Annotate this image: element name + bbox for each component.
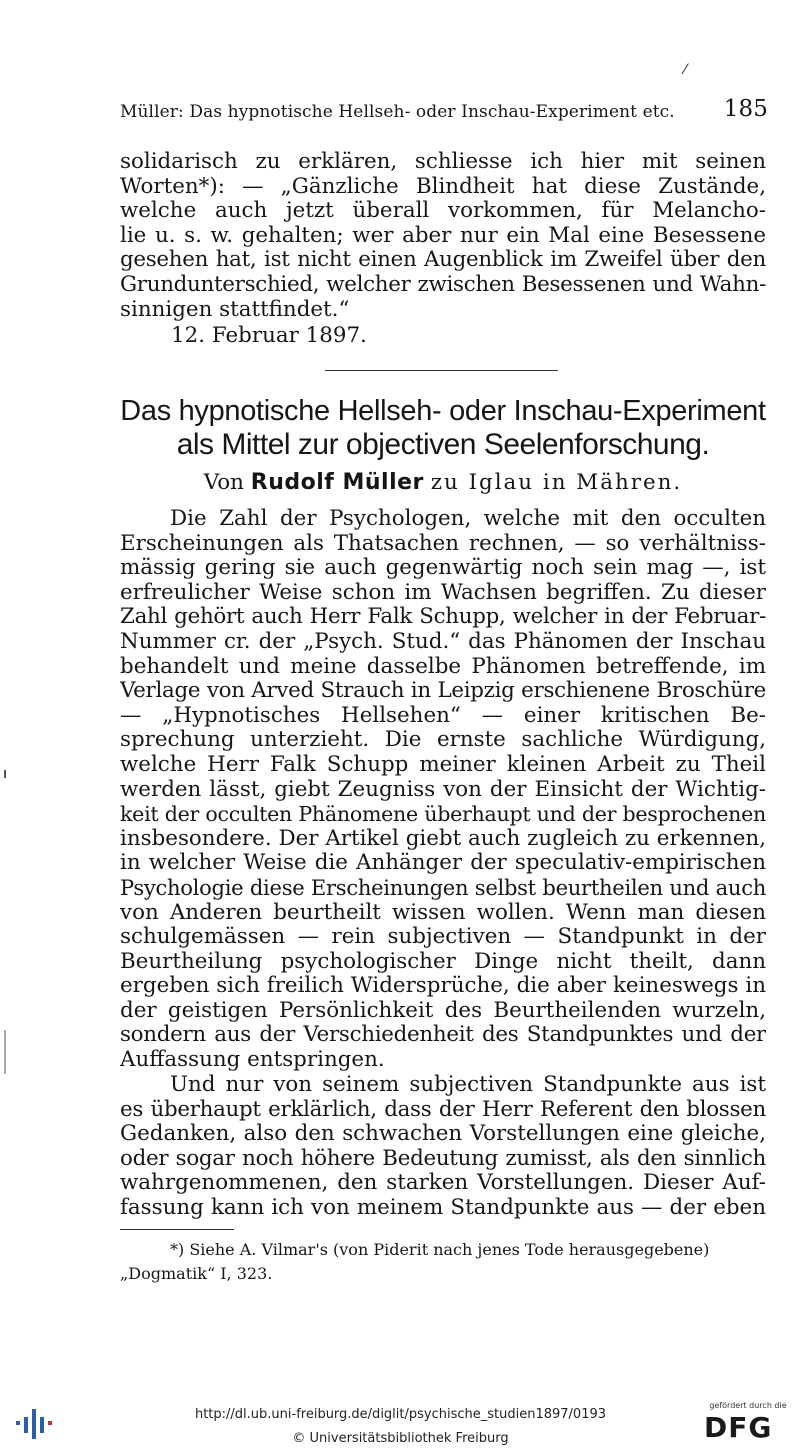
article-title-line-1: Das hypnotische Hellseh- oder Inschau-Experiment: [120, 395, 766, 427]
running-title: Müller: Das hypnotische Hellseh- oder Inschau-Experiment etc.: [120, 102, 675, 122]
text-line: Und nur von seinem subjectiven Standpunkte aus ist: [170, 1073, 766, 1097]
text-line: werden lässt, giebt Zeugniss von der Einsicht der Wichtig-: [120, 777, 766, 802]
text-line: welche auch jetzt überall vorkommen, für Melancho-: [120, 199, 766, 224]
paragraph-2: [120, 1073, 766, 1221]
text-line: sprechung unterzieht. Die ernste sachliche Würdigung,: [120, 728, 766, 753]
section-divider: [325, 370, 558, 371]
text-line: schulgemässen — rein subjectiven — Standpunkt in der: [120, 925, 766, 950]
text-line: Gedanken, also den schwachen Vorstellungen eine gleiche,: [120, 1122, 766, 1147]
copyright-notice: © Universitätsbibliothek Freiburg: [292, 1431, 509, 1446]
footnote-line: „Dogmatik“ I, 323.: [120, 1264, 273, 1283]
footnote: [120, 1238, 766, 1286]
article-title-line-2: als Mittel zur objectiven Seelenforschung.: [176, 428, 710, 461]
text-line: in welcher Weise die Anhänger der speculativ-empirischen: [120, 851, 766, 876]
viewer-footer: [0, 1393, 801, 1451]
text-line: Verlage von Arved Strauch in Leipzig erschienene Broschüre: [120, 679, 766, 704]
text-line: Psychologie diese Erscheinungen selbst beurtheilen und auch: [120, 875, 766, 900]
text-line: behandelt und meine dasselbe Phänomen betreffende, im: [120, 654, 766, 679]
text-line: von Anderen beurtheilt wissen wollen. Wenn man diesen: [120, 900, 766, 925]
article-date: 12. Februar 1897.: [171, 323, 367, 348]
text-line: Zahl gehört auch Herr Falk Schupp, welcher in der Februar-: [120, 605, 766, 630]
text-line: der geistigen Persönlichkeit des Beurtheilenden wurzeln,: [120, 998, 766, 1023]
text-line: gesehen hat, ist nicht einen Augenblick im Zweifel über den: [120, 248, 766, 273]
text-line: fassung kann ich von meinem Standpunkte aus — der eben: [120, 1195, 766, 1220]
text-line: insbesondere. Der Artikel giebt auch zugleich zu erkennen,: [120, 826, 766, 851]
text-line: keit der occulten Phänomene überhaupt und der besprochenen: [120, 802, 766, 827]
footnote-divider: [120, 1229, 234, 1230]
page-mark: ⁄: [684, 62, 687, 78]
text-line: wahrgenommenen, den starken Vorstellungen. Dieser Auf-: [120, 1171, 766, 1196]
byline: [120, 470, 766, 495]
permalink-url[interactable]: http://dl.ub.uni-freiburg.de/diglit/psychische_studien1897/0193: [194, 1407, 607, 1422]
text-line: ergeben sich freilich Widersprüche, die aber keineswegs in: [120, 974, 766, 999]
text-line: welche Herr Falk Schupp meiner kleinen Arbeit zu Theil: [120, 752, 766, 777]
text-line: es überhaupt erklärlich, dass der Herr Referent den blossen: [120, 1097, 766, 1122]
author-name: Rudolf Müller: [250, 470, 424, 495]
text-line: Beurtheilung psychologischer Dinge nicht theilt, dann: [120, 949, 766, 974]
text-line: mässig gering sie auch gegenwärtig noch sein mag —, ist: [120, 556, 766, 581]
margin-mark: [4, 1030, 6, 1074]
text-line: oder sogar noch höhere Bedeutung zumisst, als den sinnlich: [120, 1146, 766, 1171]
text-line: Grundunterschied, welcher zwischen Besessenen und Wahn-: [120, 272, 766, 297]
text-line: lie u. s. w. gehalten; wer aber nur ein Mal eine Besessene: [120, 223, 766, 248]
preceding-text: [120, 150, 766, 322]
text-line: — „Hypnotisches Hellsehen“ — einer kritischen Be-: [120, 703, 766, 728]
text-line: Nummer cr. der „Psych. Stud.“ das Phänomen der Inschau: [120, 629, 766, 654]
running-header: [120, 96, 768, 126]
text-line: Auffassung entspringen.: [120, 1048, 385, 1073]
dfg-logo: [700, 1401, 796, 1445]
footnote-line: *) Siehe A. Vilmar's (von Piderit nach jenes Tode herausgegebene): [170, 1240, 710, 1259]
text-line: solidarisch zu erklären, schliesse ich hier mit seinen: [120, 150, 766, 174]
byline-location: zu Iglau in Mähren.: [430, 470, 683, 495]
text-line: Erscheinungen als Thatsachen rechnen, — so verhältniss-: [120, 531, 766, 556]
page-number: 185: [723, 96, 768, 122]
dfg-caption: gefördert durch die: [709, 1401, 787, 1410]
margin-mark: [4, 770, 6, 778]
text-line: Die Zahl der Psychologen, welche mit den occulten: [170, 507, 766, 531]
text-line: erfreulicher Weise schon im Wachsen begriffen. Zu dieser: [120, 580, 766, 605]
text-line: Worten*): — „Gänzliche Blindheit hat diese Zustände,: [120, 174, 766, 199]
paragraph-1: [120, 507, 766, 1073]
text-line: sinnigen stattfindet.“: [120, 297, 350, 322]
byline-prefix: Von: [203, 470, 244, 495]
dfg-logo-text: DFG: [704, 1411, 773, 1444]
text-line: sondern aus der Verschiedenheit des Standpunktes und der: [120, 1023, 766, 1048]
